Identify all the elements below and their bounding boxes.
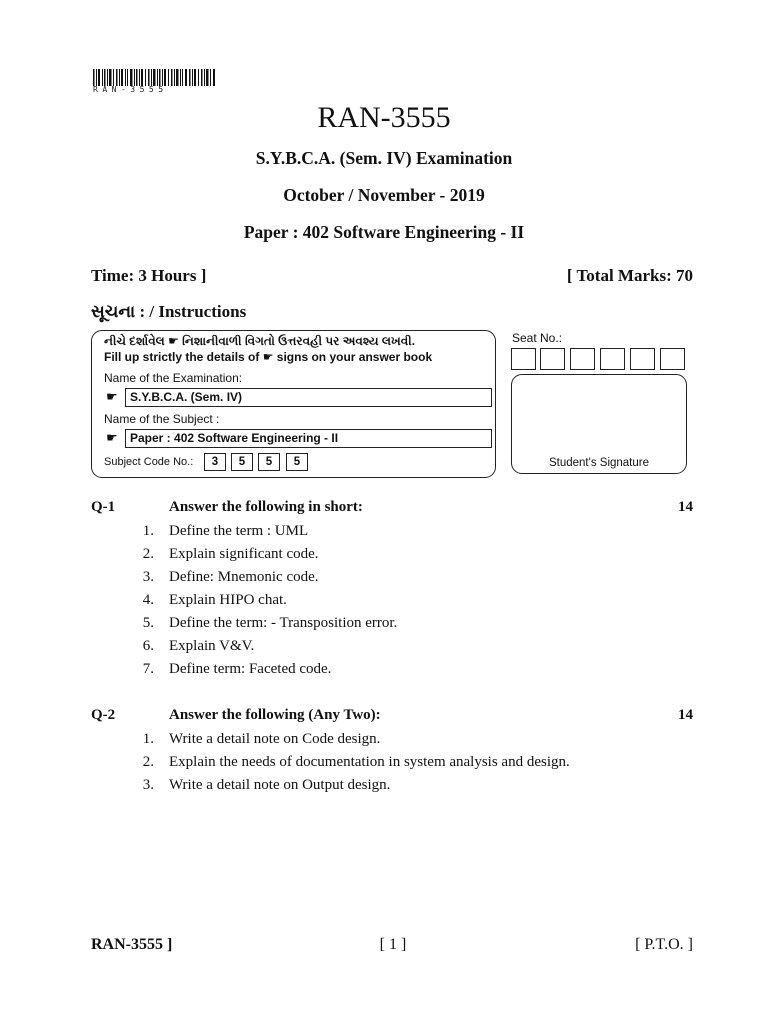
item-number: 7. xyxy=(142,661,154,677)
signature-box xyxy=(511,374,687,474)
item-number: 1. xyxy=(142,731,154,747)
exam-session: October / November - 2019 xyxy=(283,185,485,205)
exam-name-field: S.Y.B.C.A. (Sem. IV) xyxy=(125,388,492,407)
instruction-english: Fill up strictly the details of ☛ signs on your answer book xyxy=(104,350,433,364)
subject-code-digit: 5 xyxy=(231,453,253,471)
item-number: 4. xyxy=(142,592,154,608)
question-title: Answer the following in short: xyxy=(169,499,363,515)
seat-no-box xyxy=(570,348,595,370)
signature-label: Student's Signature xyxy=(548,457,649,469)
item-number: 3. xyxy=(142,777,154,793)
instruction-gujarati: નીચે દર્શાવેલ ☛ નિશાનીવાળી વિગતો ઉત્તરવહી પર અવશ્ય લખવી. xyxy=(104,334,416,348)
subject-name-label: Name of the Subject : xyxy=(104,412,220,426)
barcode xyxy=(93,69,215,86)
instructions-heading: સૂચના : / Instructions xyxy=(91,302,247,321)
subject-code-digit: 5 xyxy=(286,453,308,471)
question-marks: 14 xyxy=(678,707,693,723)
total-marks: [ Total Marks: 70 xyxy=(566,266,693,285)
item-number: 1. xyxy=(142,523,154,539)
item-text: Explain the needs of documentation in system analysis and design. xyxy=(169,754,570,770)
item-number: 5. xyxy=(142,615,154,631)
footer-paper-code: RAN-3555 ] xyxy=(91,936,173,953)
seat-no-box xyxy=(660,348,685,370)
item-text: Define the term : UML xyxy=(169,523,309,539)
item-number: 2. xyxy=(142,754,154,770)
subject-code-digit: 3 xyxy=(204,453,226,471)
question-number: Q-1 xyxy=(91,499,116,515)
subject-code-digits xyxy=(204,453,314,471)
pointing-hand-icon: ☛ xyxy=(106,389,118,404)
item-text: Write a detail note on Code design. xyxy=(169,731,381,747)
item-text: Explain HIPO chat. xyxy=(169,592,287,608)
question-title: Answer the following (Any Two): xyxy=(169,707,381,723)
item-text: Define the term: - Transposition error. xyxy=(169,615,398,631)
seat-no-box xyxy=(630,348,655,370)
time-duration: Time: 3 Hours ] xyxy=(91,266,207,285)
pto-note: [ P.T.O. ] xyxy=(635,936,693,953)
item-text: Explain significant code. xyxy=(169,546,319,562)
item-number: 6. xyxy=(142,638,154,654)
instructions-box xyxy=(91,330,496,478)
item-number: 3. xyxy=(142,569,154,585)
question-marks: 14 xyxy=(678,499,693,515)
exam-name: S.Y.B.C.A. (Sem. IV) Examination xyxy=(255,148,513,168)
question-number: Q-2 xyxy=(91,707,116,723)
page-number: [ 1 ] xyxy=(379,936,407,953)
subject-name-field: Paper : 402 Software Engineering - II xyxy=(125,429,492,448)
paper-code-title: RAN-3555 xyxy=(317,101,451,134)
item-text: Define: Mnemonic code. xyxy=(169,569,319,585)
paper-title: Paper : 402 Software Engineering - II xyxy=(243,222,525,242)
subject-code-label: Subject Code No.: xyxy=(104,456,194,468)
barcode-text: RAN-3555 xyxy=(93,85,168,94)
seat-no-box xyxy=(511,348,536,370)
subject-code-digit: 5 xyxy=(258,453,280,471)
item-text: Define term: Faceted code. xyxy=(169,661,332,677)
exam-name-label: Name of the Examination: xyxy=(104,371,243,385)
item-text: Explain V&V. xyxy=(169,638,255,654)
item-text: Write a detail note on Output design. xyxy=(169,777,391,793)
seat-no-box xyxy=(600,348,625,370)
seat-no-label: Seat No.: xyxy=(512,331,563,345)
item-number: 2. xyxy=(142,546,154,562)
seat-no-box xyxy=(540,348,565,370)
pointing-hand-icon: ☛ xyxy=(106,430,118,445)
